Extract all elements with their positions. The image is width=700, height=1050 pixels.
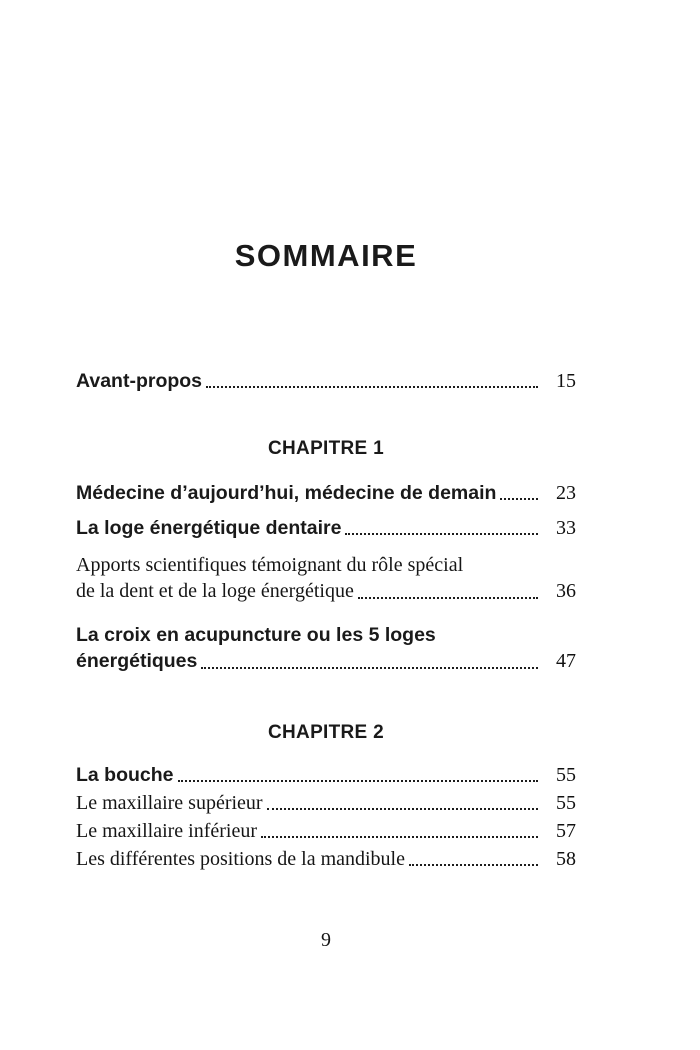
toc-entry-page: 15 [556, 370, 576, 392]
toc-entry-label: Le maxillaire inférieur [76, 820, 258, 842]
toc-entry-page: 57 [556, 820, 576, 842]
toc-entry [76, 792, 576, 815]
dotted-leader [267, 808, 538, 810]
toc-entry-page: 47 [556, 650, 576, 672]
toc-entry-label: La bouche [76, 764, 174, 786]
toc-entry [76, 622, 576, 674]
toc-entry [76, 482, 576, 505]
dotted-leader [261, 836, 538, 838]
toc-entry-page: 55 [556, 764, 576, 786]
toc-entry-page: 23 [556, 482, 576, 504]
toc-entry-label-line1: Apports scientifiques témoignant du rôle spécial [76, 554, 464, 576]
toc-entry-avant-propos [76, 370, 576, 393]
toc-entry-label: Avant-propos [76, 370, 203, 392]
toc-entry [76, 848, 576, 871]
dotted-leader [201, 667, 538, 669]
toc-entry-page: 58 [556, 848, 576, 870]
toc-entry-label-line2: de la dent et de la loge énergétique [76, 580, 354, 602]
toc-entry-label-line2: énergétiques [76, 650, 198, 672]
toc-entry [76, 820, 576, 843]
toc-entry-page: 36 [556, 580, 576, 602]
toc-entry-page: 33 [556, 517, 576, 539]
dotted-leader [178, 780, 538, 782]
dotted-leader [500, 498, 538, 500]
dotted-leader [345, 533, 538, 535]
toc-entry [76, 517, 576, 540]
dotted-leader [409, 864, 538, 866]
chapter-1-heading: CHAPITRE 1 [268, 438, 384, 459]
folio-page-number: 9 [321, 929, 331, 951]
dotted-leader [358, 597, 538, 599]
toc-entry-label: Les différentes positions de la mandibule [76, 848, 405, 870]
toc-entry-label-line1: La croix en acupuncture ou les 5 loges [76, 624, 436, 646]
toc-entry-label: Médecine d’aujourd’hui, médecine de demain [76, 482, 497, 504]
toc-entry [76, 764, 576, 787]
toc-entry-page: 55 [556, 792, 576, 814]
toc-entry-label: Le maxillaire supérieur [76, 792, 263, 814]
chapter-2-heading: CHAPITRE 2 [268, 722, 384, 743]
toc-entry [76, 552, 576, 604]
toc-entry-label: La loge énergétique dentaire [76, 517, 342, 539]
page-title: SOMMAIRE [234, 238, 418, 273]
dotted-leader [206, 386, 538, 388]
